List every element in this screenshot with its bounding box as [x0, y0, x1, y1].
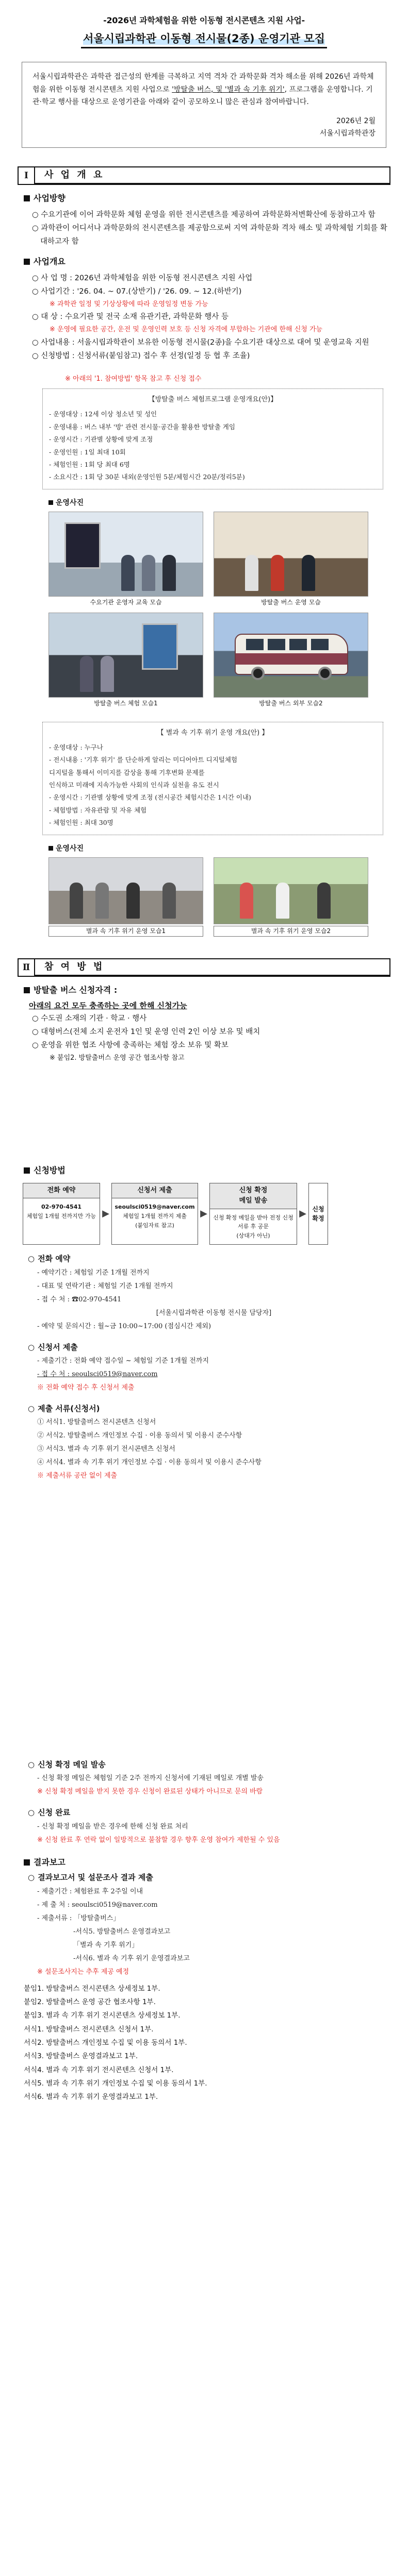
phone-line: - 접 수 처 : ☎02-970-4541: [37, 1295, 122, 1303]
docs-line: ③ 서식3. 별과 속 기후 위기 전시콘텐츠 신청서: [37, 1445, 175, 1453]
report-line: - 제출기간 : 체험완료 후 2주일 이내: [37, 1887, 143, 1895]
climate-item: 디지털을 통해서 이미지를 감상을 통해 기후변화 문제를: [49, 768, 205, 776]
person-shape: [271, 555, 284, 591]
attachment-item[interactable]: 붙임1. 방탈출버스 전시콘텐츠 상세정보 1부.: [24, 1984, 160, 1993]
flow-step-title: 전화 예약: [23, 1183, 100, 1198]
climate-photo-heading: 운영사진: [48, 843, 390, 855]
square-bullet-icon: [24, 987, 30, 993]
photo-caption: 방탈출 버스 외부 모습2: [259, 699, 323, 707]
plan-target: ○ 대 상 : 수요기관 및 전국 소재 유관기관, 과학문화 행사 등: [32, 313, 229, 321]
photo-operation: [214, 512, 368, 597]
attachment-list: [24, 1982, 390, 2104]
mail-heading: ○ 신청 확정 메일 발송: [28, 1760, 106, 1770]
square-bullet-icon: [48, 500, 53, 505]
form-email-line[interactable]: - 접 수 처 : seoulsci0519@naver.com: [37, 1370, 158, 1378]
purpose-heading: 사업방향: [24, 192, 390, 205]
mail-note: ※ 신청 확정 메일을 받지 못한 경우 신청이 완료된 상태가 아니므로 문의 바람: [37, 1788, 263, 1796]
person-shape: [126, 883, 140, 919]
intro-date: 2026년 2월: [336, 116, 376, 125]
eligibility-line: ○ 운영을 위한 협조 사항에 충족하는 체험 장소 보유 및 확보: [32, 1041, 229, 1050]
form-line: - 제출기간 : 전화 예약 접수일 ~ 체험일 기준 1개월 전까지: [37, 1357, 209, 1365]
photo-training: [48, 512, 203, 597]
photo-bus-exterior: [214, 613, 368, 698]
attachment-item[interactable]: 붙임2. 방탈출버스 운영 공간 협조사항 1부.: [24, 1998, 156, 2007]
square-bullet-icon: [24, 1859, 30, 1866]
arrow-right-icon: ▶: [102, 1208, 109, 1219]
report-line: -서식5. 방탈출버스 운영결과보고: [73, 1927, 171, 1936]
attachment-item[interactable]: 서식1. 방탈출버스 전시콘텐츠 신청서 1부.: [24, 2025, 154, 2033]
section-2-heading: [18, 958, 390, 977]
eligibility-line: ○ 대형버스(전체 소지 운전자 1인 및 운영 인력 2인 이상 보유 및 배치: [32, 1027, 260, 1036]
climate-overview-box: [42, 722, 383, 835]
process-flow: [23, 1183, 390, 1245]
plan-apply: ○ 신청방법 : 신청서류(붙임참고) 접수 후 선정(일정 등 협 후 조율): [32, 351, 250, 360]
section-title: 참 여 방 법: [35, 958, 390, 977]
bus-shape: [235, 634, 348, 675]
climate-item: - 체험방법 : 자유관람 및 자유 체험: [49, 806, 147, 814]
flow-step-title: 신청서 제출: [112, 1183, 198, 1198]
flow-step-extra: 신청 확정 메일을 받아 전정 신청 서류 후 공문 (상대가 아닌): [213, 1214, 293, 1239]
flow-step-body: seoulsci0519@naver.com: [115, 1204, 195, 1211]
mail-body: [37, 1772, 390, 1799]
climate-item: - 운영시간 : 기관별 상황에 맞게 조정 (전시공간 체험시간은 1시간 이내): [49, 793, 251, 802]
attachment-item[interactable]: 서식6. 별과 속 기후 위기 운영결과보고 1부.: [24, 2093, 158, 2102]
photo-caption: 수요기관 운영자 교육 모습: [90, 599, 162, 606]
photo-climate-1: [48, 857, 203, 924]
purpose-body: [32, 208, 390, 248]
done-note: ※ 신청 완료 후 연락 없이 일방적으로 불참할 경우 향후 운영 참여가 제한될 수 있음: [37, 1836, 280, 1844]
person-shape: [95, 883, 109, 919]
person-shape: [245, 555, 258, 591]
person-shape: [162, 883, 176, 919]
plan-period-note: ※ 과학관 일정 및 기상상황에 따라 운영일정 변동 가능: [50, 300, 208, 308]
photo-card: [48, 512, 203, 607]
escape-overview-box: [42, 388, 383, 489]
photo-card: [214, 613, 368, 708]
phone-time: - 예약 및 문의시간 : 월~금 10:00~17:00 (점심시간 제외): [37, 1322, 211, 1330]
flow-step-mail: [209, 1183, 297, 1245]
photo-caption: 별과 속 기후 위기 운영 모습1: [48, 926, 203, 937]
plan-method: ○ 사업내용 : 서울시립과학관이 보유한 이동형 전시물(2종)을 수요기관 대상으로 대여 및 운영교육 지원: [32, 338, 369, 347]
plan-body: [32, 272, 390, 363]
page-title-text: 서울시립과학관 이동형 전시물(2종) 운영기관 모집: [83, 32, 325, 45]
escape-item: - 소요시간 : 1회 당 30분 내외(운영인원 5분/체험시간 20분/정리5분): [49, 473, 245, 481]
photo-caption: 별과 속 기후 위기 운영 모습2: [214, 926, 368, 937]
eligibility-note: ※ 붙임2. 방탈출버스 운영 공간 협조사항 참고: [50, 1054, 185, 1062]
report-line: - 제출서류 : 「방탈출버스」: [37, 1914, 120, 1922]
flow-step-phone: [23, 1183, 100, 1245]
purpose-line: ○ 과학관이 어디서나 과학문화의 전시콘텐츠를 제공함으로써 지역 과학문화 격차 해소 및 과학체험 기회를 확대하고자 함: [32, 224, 387, 246]
person-shape: [276, 883, 289, 919]
intro-text-b: , 프로그램을 운영합니다. 기관·학교 행사를 대상으로 운영기관을 아래와 같이 공모하오니 많은 관심과 참여바랍니다.: [32, 85, 373, 107]
report-note: ※ 설문조사지는 추후 제공 예정: [37, 1968, 129, 1976]
photo-caption: 방탈출 버스 체험 모습1: [94, 699, 158, 707]
form-note: ※ 전화 예약 접수 후 신청서 제출: [37, 1383, 135, 1392]
eligibility-line: ○ 수도권 소재의 기관 · 학교 · 행사: [32, 1014, 147, 1023]
photo-experience: [48, 613, 203, 698]
flow-step-extra: 체험일 1개월 전까지만 가능: [26, 1213, 96, 1220]
square-bullet-icon: [24, 259, 30, 265]
climate-item: - 전시내용 : '기후 위기' 를 단순하게 알리는 미디어아트 디지털체험: [49, 756, 238, 764]
form-heading: ○ 신청서 제출: [28, 1342, 78, 1352]
escape-box-title: 【방탈출 버스 체험프로그램 운영개요(안)】: [148, 396, 278, 404]
phone-line: - 예약기간 : 체험일 기준 1개월 전까지: [37, 1268, 150, 1277]
climate-item: 인식하고 미래에 지속가능한 사회의 인식과 실천을 유도 전시: [49, 781, 219, 789]
screen-shape: [64, 522, 101, 569]
person-shape: [70, 883, 83, 919]
phone-heading: ○ 전화 예약: [28, 1254, 71, 1264]
attachment-item[interactable]: 서식3. 방탈출버스 운영결과보고 1부.: [24, 2052, 138, 2061]
purpose-line: ○ 수요기관에 이어 과학문화 체험 운영을 위한 전시콘텐츠를 제공하여 과학문화저변확산에 동참하고자 함: [32, 210, 376, 219]
escape-photo-heading: 운영사진: [48, 498, 390, 509]
person-shape: [142, 555, 155, 591]
spacer: [18, 1064, 390, 1157]
climate-photo-grid: [48, 857, 368, 937]
photo-caption: 방탈출 버스 운영 모습: [261, 599, 321, 606]
done-body: [37, 1820, 390, 1847]
climate-item: - 체험인원 : 최대 30명: [49, 819, 113, 827]
docs-note: ※ 제출서류 공란 없이 제출: [37, 1472, 118, 1480]
escape-item: - 운영시간 : 기관별 상황에 맞게 조정: [49, 435, 153, 444]
eligibility-heading: 방탈출 버스 신청자격 :: [24, 984, 390, 997]
flow-step-confirm: 신청 확정: [308, 1183, 328, 1245]
person-shape: [80, 656, 93, 692]
escape-item: - 체험인원 : 1회 당 최대 6명: [49, 460, 130, 468]
photo-card: [214, 857, 368, 937]
section-3-heading: 결과보고: [24, 1856, 390, 1869]
person-shape: [101, 656, 114, 692]
intro-org: 서울시립과학관장: [319, 129, 376, 138]
plan-name: ○ 사 업 명 : 2026년 과학체험을 위한 이동형 전시콘텐츠 지원 사업: [32, 274, 253, 282]
photo-card: [48, 613, 203, 708]
screen-shape: [142, 623, 178, 670]
section-number: Ⅱ: [18, 958, 35, 977]
flow-step-extra: 체험일 1개월 전까지 제출 (붙임자료 참고): [123, 1213, 187, 1229]
plan-heading: 사업개요: [24, 256, 390, 268]
square-bullet-icon: [24, 195, 30, 201]
process-heading: 신청방법: [24, 1164, 390, 1177]
escape-item: - 운영내용 : 버스 내부 '방' 관련 전시물·공간을 활용한 방탈출 게임: [49, 422, 235, 431]
plan-period: ○ 사업기간 : '26. 04. ~ 07.(상반기) / '26. 09. ~ 12.(하반기): [32, 287, 242, 296]
report-line: - 제 출 처 : seoulsci0519@naver.com: [37, 1901, 158, 1909]
flow-step-title: 신청 확정 메일 발송: [210, 1183, 297, 1209]
photo-card: [48, 857, 203, 937]
docs-heading: ○ 제출 서류(신청서): [28, 1403, 100, 1413]
done-line: - 신청 확정 메일을 받은 경우에 한해 신청 완료 처리: [37, 1822, 188, 1831]
person-shape: [317, 883, 331, 919]
escape-item: - 운영대상 : 12세 이상 청소년 및 성인: [49, 410, 157, 418]
flow-step-body: 02-970-4541: [41, 1204, 81, 1211]
eligibility-body: [32, 1012, 390, 1064]
plan-target-note: ※ 운영에 필요한 공간, 운전 및 운영인력 보호 등 신청 자격에 부합하는 기관에 한해 신청 가능: [50, 326, 323, 334]
attachment-item[interactable]: 서식4. 별과 속 기후 위기 전시콘텐츠 신청서 1부.: [24, 2065, 174, 2074]
arrow-right-icon: ▶: [299, 1208, 306, 1219]
docs-body: [37, 1416, 390, 1483]
person-shape: [162, 555, 176, 591]
docs-line: ④ 서식4. 별과 속 기후 위기 개인정보 수집 · 이용 동의서 및 이용시 준수사항: [37, 1459, 262, 1467]
spacer: [18, 1483, 390, 1751]
phone-body: [37, 1266, 390, 1333]
climate-box-title: 【 별과 속 기후 위기 운영 개요(안) 】: [157, 728, 269, 737]
person-shape: [121, 555, 135, 591]
person-shape: [240, 883, 253, 919]
phone-center: [서울시립과학관 이동형 전시물 담당자]: [156, 1309, 272, 1317]
attachment-item[interactable]: 붙임3. 별과 속 기후 위기 전시콘텐츠 상세정보 1부.: [24, 2011, 181, 2020]
done-heading: ○ 신청 완료: [28, 1808, 71, 1818]
report-body: [37, 1885, 390, 1979]
flow-step-form: [111, 1183, 198, 1245]
climate-item: - 운영대상 : 누구나: [49, 743, 103, 751]
form-body: [37, 1354, 390, 1395]
phone-line: - 대표 및 연락기관 : 체험일 기준 1개월 전까지: [37, 1282, 173, 1290]
report-heading: ○ 결과보고서 및 설문조사 결과 제출: [28, 1873, 153, 1883]
header-subtitle: -2026년 과학체험을 위한 이동형 전시콘텐츠 지원 사업-: [103, 15, 305, 25]
section-title: 사 업 개 요: [35, 166, 390, 185]
section-1-heading: [18, 166, 390, 185]
intro-text-underline: '방탈출 버스, 및 '별과 속 기후 위기': [172, 85, 285, 94]
escape-note: ※ 아래의 '1. 참여방법' 항목 참고 후 신청 접수: [65, 375, 202, 383]
escape-item: - 운영인원 : 1일 최대 10회: [49, 448, 126, 456]
attachment-item[interactable]: 서식2. 방탈출버스 개인정보 수집 및 이용 동의서 1부.: [24, 2038, 187, 2047]
docs-line: ① 서식1. 방탈출버스 전시콘텐츠 신청서: [37, 1418, 156, 1427]
intro-text-a: 서울시립과학관은 과학관 접근성의 한계를 극복하고 지역 격차 간 과학문화 격차 해소를 위해 2026년 과학체험을 위한 이동형 전시콘텐츠 지원 사업으로: [32, 73, 374, 94]
square-bullet-icon: [48, 846, 53, 851]
escape-photo-grid: [48, 512, 368, 708]
report-line: -서식6. 별과 속 기후 위기 운영결과보고: [73, 1954, 190, 1962]
page-title: [81, 30, 327, 49]
eligibility-sub: 아래의 요건 모두 충족하는 곳에 한해 신청가능: [29, 1001, 187, 1010]
docs-line: ② 서식2. 방탈출버스 개인정보 수집 · 이용 동의서 및 이용시 준수사항: [37, 1432, 242, 1440]
arrow-right-icon: ▶: [200, 1208, 207, 1219]
square-bullet-icon: [24, 1167, 30, 1174]
mail-line: - 신청 확정 메일은 체험일 기준 2주 전까지 신청서에 기재된 메일로 개별 발송: [37, 1774, 264, 1783]
section-number: Ⅰ: [18, 166, 35, 185]
report-line: 「별과 속 기후 위기」: [73, 1941, 139, 1949]
attachment-item[interactable]: 서식5. 별과 속 기후 위기 개인정보 수집 및 이용 동의서 1부.: [24, 2079, 207, 2088]
photo-card: [214, 512, 368, 607]
intro-box: [22, 62, 386, 148]
photo-climate-2: [214, 857, 368, 924]
person-shape: [302, 555, 315, 591]
